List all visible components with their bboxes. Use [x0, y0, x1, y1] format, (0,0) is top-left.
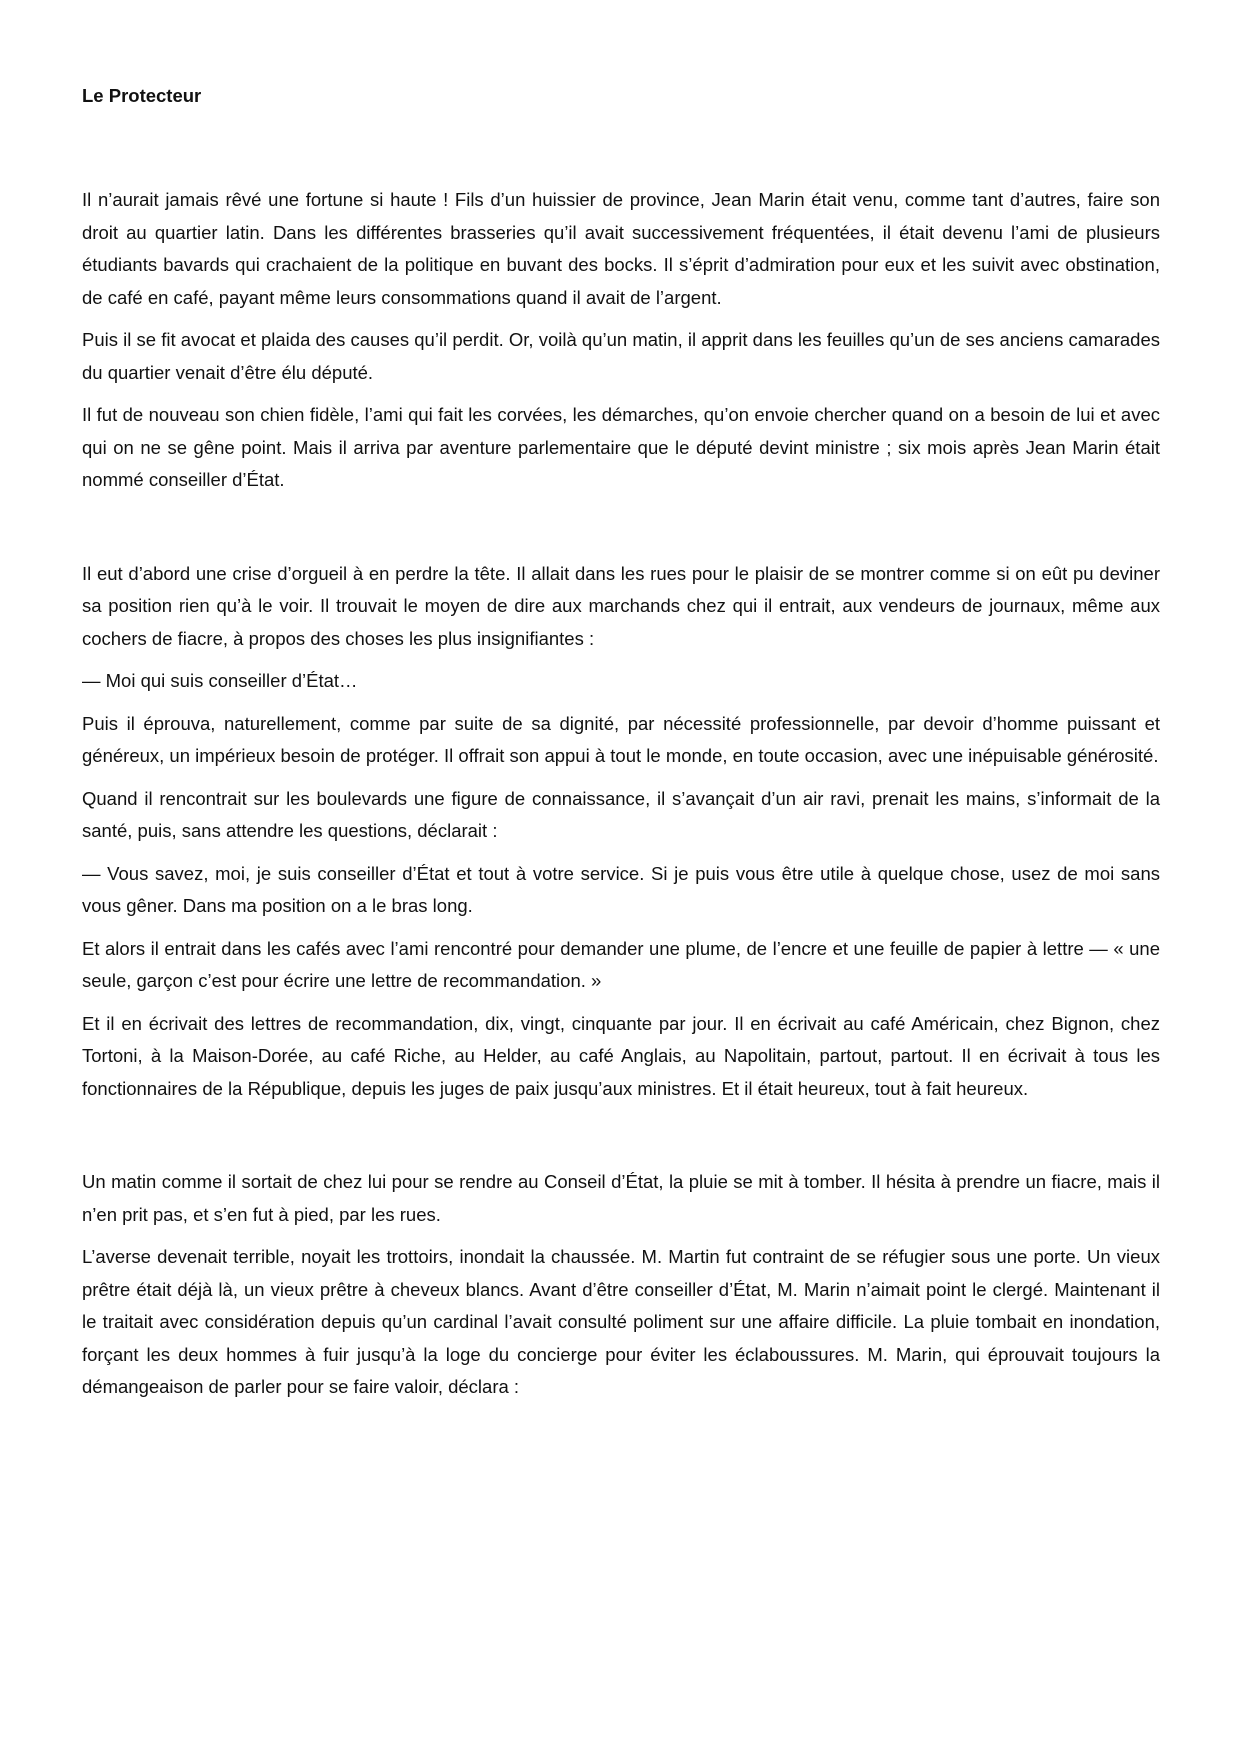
paragraph: Puis il éprouva, naturellement, comme par suite de sa dignité, par nécessité professionnelle, par devoir d’homme puissant et généreux, un impérieux besoin de protéger. Il offrait son appui à tout le monde, en toute occasion, avec une inépuisable générosité. [82, 712, 1160, 766]
paragraph: Et il en écrivait des lettres de recommandation, dix, vingt, cinquante par jour. Il en écrivait au café Américain, chez Bignon, chez Tortoni, à la Maison-Dorée, au café Riche, au Helder, au café Anglais, au Napolitain, partout, partout. Il en écrivait à tous les fonctionnaires de la République, depuis les juges de paix jusqu’aux ministres. Et il était heureux, tout à fait heureux. [82, 1012, 1160, 1099]
paragraph: Il n’aurait jamais rêvé une fortune si haute ! Fils d’un huissier de province, Jean Marin était venu, comme tant d’autres, faire son droit au quartier latin. Dans les différentes brasseries qu’il avait successivement fréquentées, il était devenu l’ami de plusieurs étudiants bavards qui crachaient de la politique en buvant des bocks. Il s’éprit d’admiration pour eux et les suivit avec obstination, de café en café, payant même leurs consommations quand il avait de l’argent. [82, 189, 1160, 308]
paragraph: Un matin comme il sortait de chez lui pour se rendre au Conseil d’État, la pluie se mit à tomber. Il hésita à prendre un fiacre, mais il n’en prit pas, et s’en fut à pied, par les rues. [82, 1171, 1160, 1225]
paragraph: Quand il rencontrait sur les boulevards une figure de connaissance, il s’avançait d’un air ravi, prenait les mains, s’informait de la santé, puis, sans attendre les questions, déclarait : [82, 787, 1160, 841]
document-title: Le Protecteur [82, 85, 202, 106]
paragraph: Puis il se fit avocat et plaida des causes qu’il perdit. Or, voilà qu’un matin, il apprit dans les feuilles qu’un de ses anciens camarades du quartier venait d’être élu député. [82, 329, 1160, 383]
document-page [82, 80, 1160, 1404]
paragraph: Et alors il entrait dans les cafés avec l’ami rencontré pour demander une plume, de l’encre et une feuille de papier à lettre — « une seule, garçon c’est pour écrire une lettre de recommandation. » [82, 937, 1160, 991]
paragraph: Il eut d’abord une crise d’orgueil à en perdre la tête. Il allait dans les rues pour le plaisir de se montrer comme si on eût pu deviner sa position rien qu’à le voir. Il trouvait le moyen de dire aux marchands chez qui il entrait, aux vendeurs de journaux, même aux cochers de fiacre, à propos des choses les plus insignifiantes : [82, 562, 1160, 649]
section-3 [82, 1166, 1160, 1404]
paragraph: Il fut de nouveau son chien fidèle, l’ami qui fait les corvées, les démarches, qu’on envoie chercher quand on a besoin de lui et avec qui on ne se gêne point. Mais il arriva par aventure parlementaire que le député devint ministre ; six mois après Jean Marin était nommé conseiller d’État. [82, 404, 1160, 490]
dialogue-line: — Vous savez, moi, je suis conseiller d’État et tout à votre service. Si je puis vous être utile à quelque chose, usez de moi sans vous gêner. Dans ma position on a le bras long. [82, 862, 1160, 916]
dialogue-line: — Moi qui suis conseiller d’État… [82, 670, 358, 691]
section-1 [82, 184, 1160, 497]
paragraph: L’averse devenait terrible, noyait les trottoirs, inondait la chaussée. M. Martin fut contraint de se réfugier sous une porte. Un vieux prêtre était déjà là, un vieux prêtre à cheveux blancs. Avant d’être conseiller d’État, M. Marin n’aimait point le clergé. Maintenant il le traitait avec considération depuis qu’un cardinal l’avait consulté poliment sur une affaire difficile. La pluie tombait en inondation, forçant les deux hommes à fuir jusqu’à la loge du concierge pour éviter les éclaboussures. M. Marin, qui éprouvait toujours la démangeaison de parler pour se faire valoir, déclara : [82, 1246, 1160, 1397]
section-2 [82, 558, 1160, 1106]
